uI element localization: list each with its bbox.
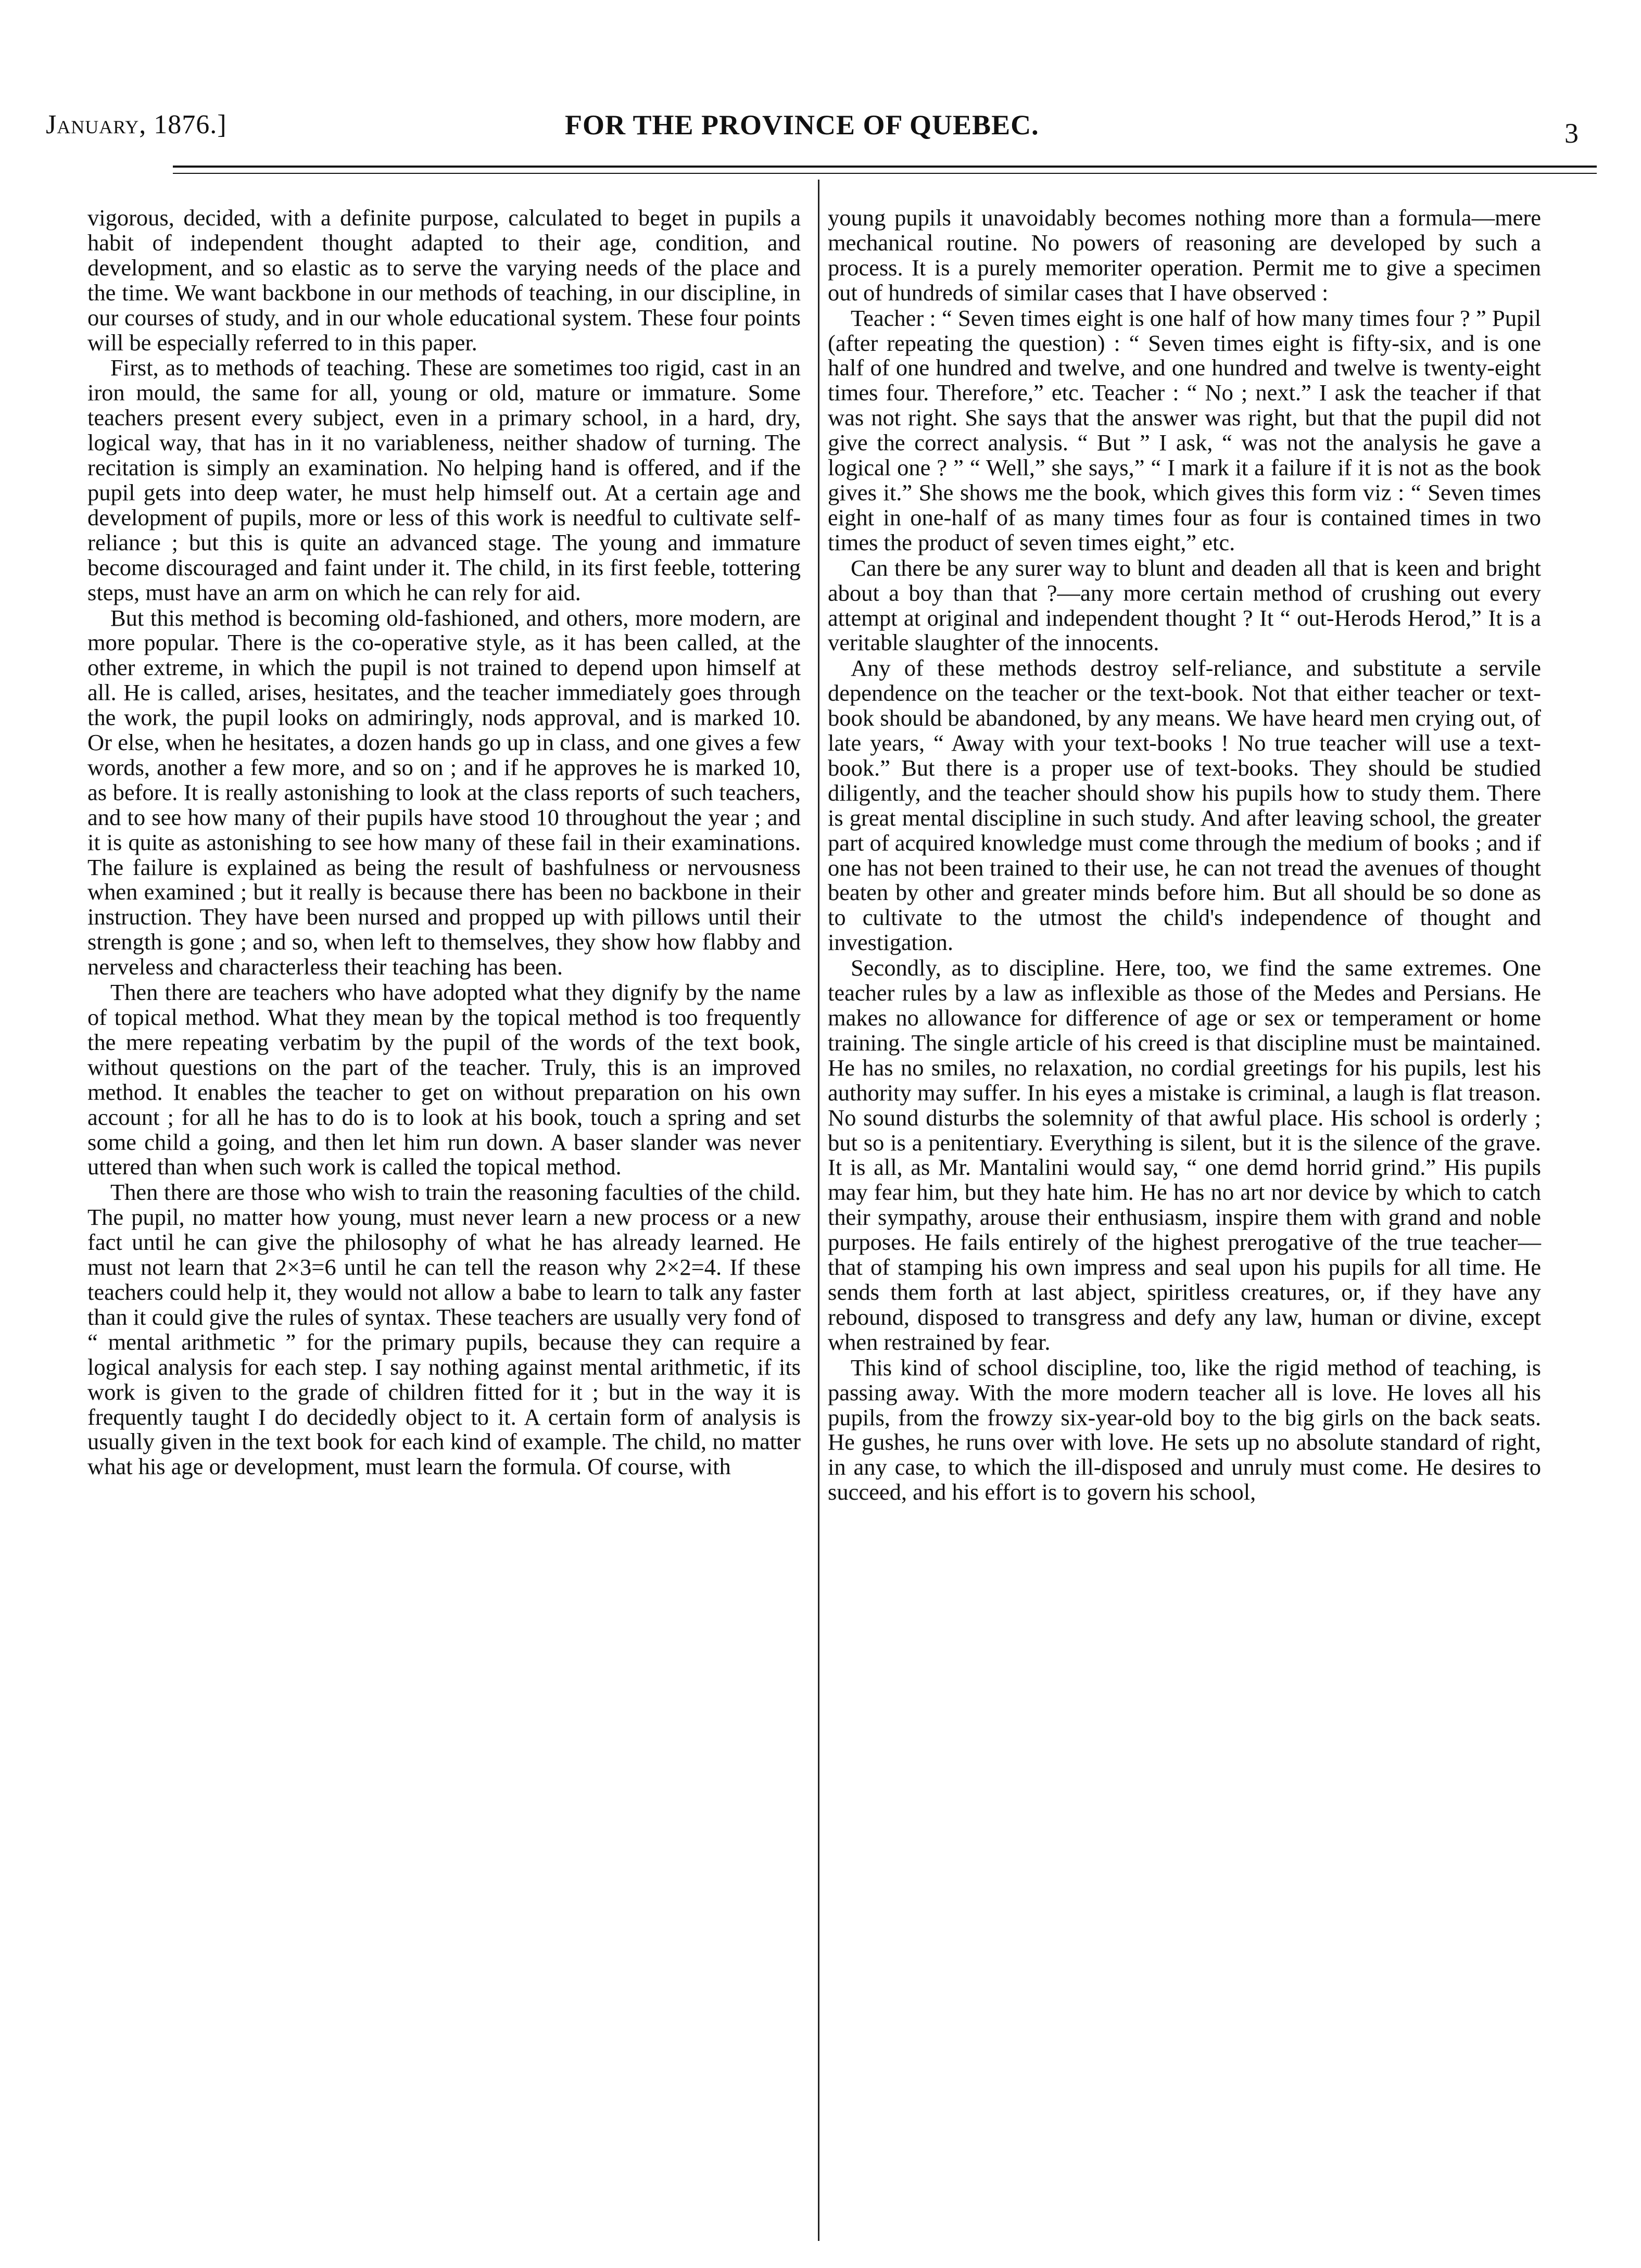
paragraph: Then there are teachers who have adopted what they dignify by the name of topical method. What they mean by the topical method is too frequently the mere repeating verbatim by the pupil of the words of the text book, without questions on the part of the teacher. Truly, this is an improved method. It enables the teacher to get on without preparation on his own account ; for all he has to do is to look at his book, touch a spring and set some child a going, and then let him run down. A baser slander was never uttered than when such work is called the topical method. bbox=[87, 979, 801, 1180]
header-rule bbox=[173, 166, 1597, 168]
paragraph: vigorous, decided, with a definite purpose, calculated to beget in pupils a habit of independent thought adapted to their age, condition, and development, and so elastic as to serve the varying needs of the place and the time. We want backbone in our methods of teaching, in our discipline, in our courses of study, and in our whole educational system. These four points will be especially referred to in this paper. bbox=[87, 205, 801, 356]
paragraph: Any of these methods destroy self-reliance, and substitute a servile dependence on the teacher or the text-book. Not that either teacher or text-book should be abandoned, by any means. We have heard men crying out, of late years, “ Away with your text-books ! No true teacher will use a text-book.” But there is a proper use of text-books. They should be studied diligently, and the teacher should show his pupils how to study them. There is great mental discipline in such study. And after leaving school, the greater part of acquired knowledge must come through the medium of books ; and if one has not been trained to their use, he can not tread the avenues of thought beaten by other and greater minds before him. But all should be so done as to cultivate to the utmost the child's independence of thought and investigation. bbox=[828, 655, 1541, 956]
header-date: January, 1876.] bbox=[46, 110, 227, 140]
header-rule-thin bbox=[173, 173, 1597, 174]
paragraph: This kind of school discipline, too, like the rigid method of teaching, is passing away. With the more modern teacher all is love. He loves all his pupils, from the frowzy six-year-old boy to the big girls on the back seats. He gushes, he runs over with love. He sets up no absolute standard of right, in any case, to which the ill-disposed and unruly must come. He desires to succeed, and his effort is to govern his school, bbox=[828, 1354, 1541, 1505]
paragraph: But this method is becoming old-fashioned, and others, more modern, are more popular. There is the co-operative style, as it has been called, at the other extreme, in which the pupil is not trained to depend upon himself at all. He is called, arises, hesitates, and the teacher immediately goes through the work, the pupil looks on admiringly, nods approval, and is marked 10. Or else, when he hesitates, a dozen hands go up in class, and one gives a few words, another a few more, and so on ; and if he approves he is marked 10, as before. It is really astonishing to look at the class reports of such teachers, and to see how many of their pupils have stood 10 throughout the year ; and it is quite as astonishing to see how many of these fail in their examinations. The failure is explained as being the result of bashfulness or nervousness when examined ; but it really is because there has been no backbone in their instruction. They have been nursed and propped up with pillows until their strength is gone ; and so, when left to themselves, they show how flabby and nerveless and characterless their teaching has been. bbox=[87, 604, 801, 980]
header-title: FOR THE PROVINCE OF QUEBEC. bbox=[565, 109, 1039, 141]
column-divider bbox=[818, 180, 819, 2241]
right-column bbox=[828, 206, 1541, 1505]
left-column bbox=[87, 206, 801, 1479]
paragraph: Then there are those who wish to train the reasoning faculties of the child. The pupil, no matter how young, must never learn a new process or a new fact until he can give the philosophy of what he has already learned. He must not learn that 2×3=6 until he can tell the reason why 2×2=4. If these teachers could help it, they would not allow a babe to learn to talk any faster than it could give the rules of syntax. These teachers are usually very fond of “ mental arithmetic ” for the primary pupils, because they can require a logical analysis for each step. I say nothing against mental arithmetic, if its work is given to the grade of children fitted for it ; but in the way it is frequently taught I do decidedly object to it. A certain form of analysis is usually given in the text book for each kind of example. The child, no matter what his age or development, must learn the formula. Of course, with bbox=[87, 1179, 801, 1480]
paragraph: Teacher : “ Seven times eight is one half of how many times four ? ” Pupil (after repeating the question) : “ Seven times eight is fifty-six, and is one half of one hundred and twelve, and one hundred and twelve is twenty-eight times four. Therefore,” etc. Teacher : “ No ; next.” I ask the teacher if that was not right. She says that the answer was right, but that the pupil did not give the correct analysis. “ But ” I ask, “ was not the analysis he gave a logical one ? ” “ Well,” she says,” “ I mark it a failure if it is not as the book gives it.” She shows me the book, which gives this form viz : “ Seven times eight in one-half of as many times four as four is contained times in two times the product of seven times eight,” etc. bbox=[828, 305, 1541, 555]
paragraph: First, as to methods of teaching. These are sometimes too rigid, cast in an iron mould, the same for all, young or old, mature or immature. Some teachers present every subject, even in a primary school, in a hard, dry, logical way, that has in it no variableness, neither shadow of turning. The recitation is simply an examination. No helping hand is offered, and if the pupil gets into deep water, he must help himself out. At a certain age and development of pupils, more or less of this work is needful to cultivate self-reliance ; but this is quite an advanced stage. The young and immature become discouraged and faint under it. The child, in its first feeble, tottering steps, must have an arm on which he can rely for aid. bbox=[87, 354, 801, 605]
page-number: 3 bbox=[1564, 118, 1579, 149]
paragraph: Secondly, as to discipline. Here, too, we find the same extremes. One teacher rules by a law as inflexible as those of the Medes and Persians. He makes no allowance for difference of age or sex or temperament or home training. The single article of his creed is that discipline must be maintained. He has no smiles, no relaxation, no cordial greetings for his pupils, lest his authority may suffer. In his eyes a mistake is criminal, a laugh is flat treason. No sound disturbs the solemnity of that awful place. His school is orderly ; but so is a penitentiary. Everything is silent, but it is the silence of the grave. It is all, as Mr. Mantalini would say, “ one demd horrid grind.” His pupils may fear him, but they hate him. He has no art nor device by which to catch their sympathy, arouse their enthusiasm, inspire them with grand and noble purposes. He fails entirely of the highest prerogative of the true teacher—that of stamping his own impress and seal upon his pupils for all time. He sends them forth at last abject, spiritless creatures, or, if they have any rebound, disposed to transgress and defy any law, human or divine, except when restrained by fear. bbox=[828, 955, 1541, 1355]
paragraph: Can there be any surer way to blunt and deaden all that is keen and bright about a boy than that ?—any more certain method of crushing out every attempt at original and independent thought ? It “ out-Herods Herod,” It is a veritable slaughter of the innocents. bbox=[828, 554, 1541, 656]
paragraph: young pupils it unavoidably becomes nothing more than a formula—mere mechanical routine. No powers of reasoning are developed by such a process. It is a purely memoriter operation. Permit me to give a specimen out of hundreds of similar cases that I have observed : bbox=[828, 205, 1541, 306]
